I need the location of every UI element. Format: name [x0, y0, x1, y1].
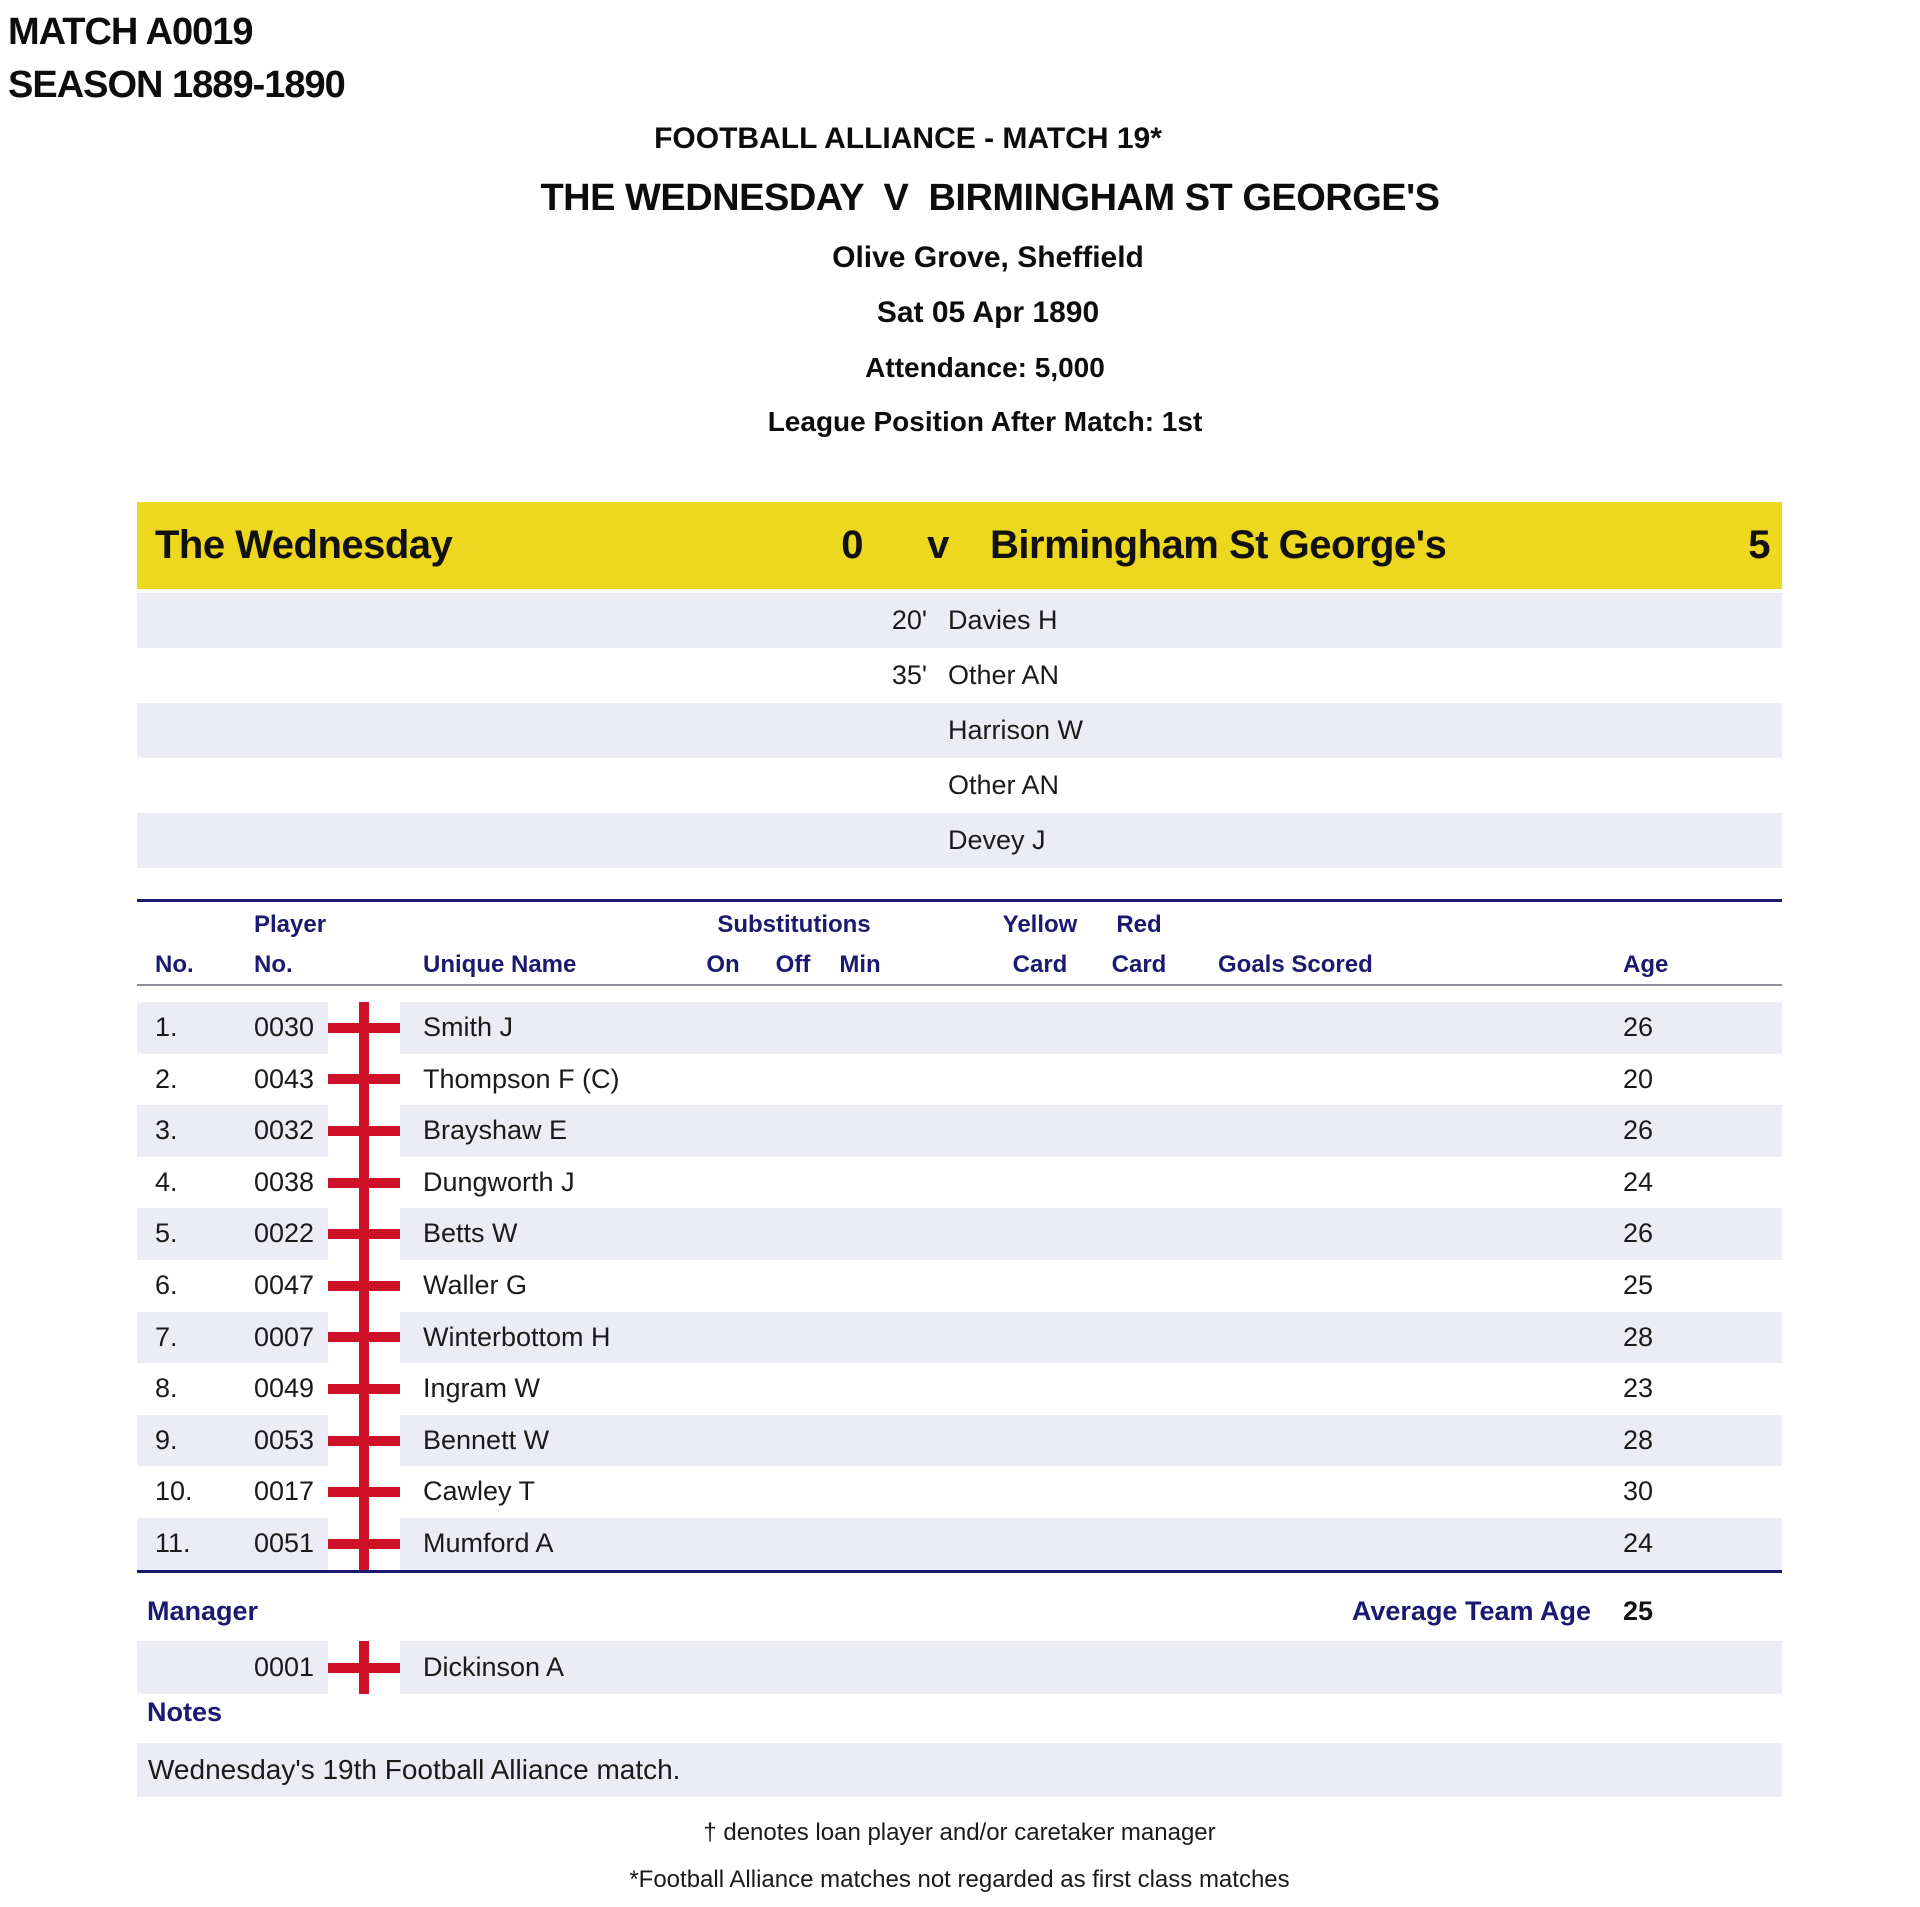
player-number: 0032	[254, 1115, 315, 1146]
player-row-no: 7.	[155, 1321, 178, 1352]
home-team-name: The Wednesday	[155, 523, 453, 567]
manager-row	[137, 1641, 1782, 1694]
player-age: 25	[1623, 1269, 1654, 1300]
player-row-no: 2.	[155, 1063, 178, 1094]
goal-row	[137, 648, 1782, 703]
player-name: Waller G	[423, 1269, 528, 1300]
player-age: 23	[1623, 1373, 1654, 1404]
player-name: Bennett W	[423, 1424, 550, 1455]
player-row	[137, 1208, 1782, 1260]
player-number: 0047	[254, 1269, 315, 1300]
goal-scorer: Other AN	[948, 770, 1060, 800]
goal-row	[137, 813, 1782, 868]
player-number: 0022	[254, 1218, 315, 1249]
col-player-no-top: Player	[254, 911, 327, 938]
col-on: On	[706, 951, 740, 978]
lineup-table-header	[137, 901, 1782, 985]
goal-scorer: Other AN	[948, 660, 1060, 690]
col-yellow-bottom: Card	[1012, 951, 1068, 978]
player-row	[137, 1466, 1782, 1518]
player-name: Mumford A	[423, 1527, 554, 1558]
attendance: Attendance: 5,000	[865, 352, 1105, 383]
player-age: 26	[1623, 1218, 1654, 1249]
player-row-no: 10.	[155, 1476, 193, 1507]
england-flag-icon	[328, 1105, 400, 1157]
player-row	[137, 1312, 1782, 1364]
player-number: 0030	[254, 1012, 315, 1042]
col-substitutions: Substitutions	[717, 911, 871, 938]
venue: Olive Grove, Sheffield	[832, 241, 1144, 274]
player-number: 0017	[254, 1476, 315, 1507]
notes-label: Notes	[147, 1697, 223, 1727]
table-bottom-rule	[137, 1570, 1782, 1573]
col-no: No.	[155, 951, 194, 978]
player-name: Betts W	[423, 1218, 518, 1249]
goal-row	[137, 703, 1782, 758]
player-row	[137, 1415, 1782, 1467]
manager-summary-row	[137, 1594, 1782, 1628]
player-row-no: 5.	[155, 1218, 178, 1249]
col-unique-name: Unique Name	[423, 951, 577, 978]
england-flag-icon	[328, 1157, 400, 1209]
col-off: Off	[775, 951, 811, 978]
fixture-title: THE WEDNESDAY V BIRMINGHAM ST GEORGE'S	[540, 177, 1440, 219]
competition-title: FOOTBALL ALLIANCE - MATCH 19*	[654, 122, 1162, 155]
player-row-no: 4.	[155, 1166, 178, 1197]
away-score: 5	[1748, 523, 1770, 567]
player-name: Cawley T	[423, 1476, 536, 1507]
player-row-no: 6.	[155, 1269, 178, 1300]
player-row-no: 9.	[155, 1424, 178, 1455]
notes-row	[137, 1743, 1782, 1797]
col-yellow-top: Yellow	[1002, 911, 1078, 938]
average-team-age-label: Average Team Age	[1351, 1596, 1591, 1626]
match-id-block	[8, 6, 345, 112]
col-age: Age	[1623, 951, 1669, 978]
england-flag-icon	[328, 1208, 400, 1260]
player-number: 0043	[254, 1063, 315, 1094]
footnote-first-class: *Football Alliance matches not regarded as first class matches	[629, 1866, 1290, 1893]
col-player-no-bottom: No.	[254, 951, 293, 978]
match-date: Sat 05 Apr 1890	[876, 296, 1100, 329]
player-age: 30	[1623, 1476, 1654, 1507]
player-number: 0053	[254, 1424, 315, 1455]
player-number: 0038	[254, 1166, 315, 1197]
player-row	[137, 1054, 1782, 1106]
col-red-bottom: Card	[1111, 951, 1167, 978]
england-flag-icon	[328, 1415, 400, 1467]
home-score: 0	[841, 523, 863, 567]
player-age: 26	[1623, 1012, 1654, 1042]
season-id: SEASON 1889-1890	[8, 64, 345, 106]
player-row-no: 3.	[155, 1115, 178, 1146]
player-age: 24	[1623, 1166, 1654, 1197]
col-goals-scored: Goals Scored	[1218, 951, 1373, 978]
col-min: Min	[839, 951, 881, 978]
player-row-no: 11.	[155, 1527, 191, 1558]
england-flag-icon	[328, 1054, 400, 1106]
england-flag-icon	[328, 1363, 400, 1415]
player-name: Thompson F (C)	[423, 1063, 620, 1094]
player-age: 20	[1623, 1063, 1654, 1094]
player-row-no: 1.	[155, 1012, 178, 1042]
england-flag-icon	[328, 1518, 400, 1570]
goal-row	[137, 758, 1782, 813]
away-team-name: Birmingham St George's	[990, 523, 1447, 567]
england-flag-icon	[328, 1466, 400, 1518]
league-position: League Position After Match: 1st	[767, 406, 1203, 437]
player-name: Dungworth J	[423, 1166, 575, 1197]
goalscorers-list	[137, 593, 1782, 868]
manager-name: Dickinson A	[423, 1652, 565, 1682]
average-team-age-value: 25	[1623, 1596, 1654, 1626]
manager-label: Manager	[147, 1596, 259, 1626]
england-flag-icon	[328, 1312, 400, 1364]
goal-minute: 20'	[891, 605, 927, 635]
footnote-loan: † denotes loan player and/or caretaker manager	[703, 1819, 1216, 1846]
player-name: Smith J	[423, 1012, 514, 1042]
score-banner	[137, 502, 1782, 589]
goal-scorer: Harrison W	[948, 715, 1084, 745]
player-row	[137, 1002, 1782, 1054]
player-row	[137, 1157, 1782, 1209]
col-red-top: Red	[1116, 911, 1162, 938]
player-row-no: 8.	[155, 1373, 178, 1404]
player-name: Ingram W	[423, 1373, 541, 1404]
player-number: 0049	[254, 1373, 315, 1404]
player-age: 28	[1623, 1424, 1654, 1455]
player-age: 26	[1623, 1115, 1654, 1146]
goal-minute: 35'	[891, 660, 927, 690]
match-id: MATCH A0019	[8, 11, 253, 53]
lineup-table-body	[137, 1002, 1782, 1570]
goal-scorer: Devey J	[948, 825, 1046, 855]
player-number: 0051	[254, 1527, 315, 1558]
player-row	[137, 1363, 1782, 1415]
player-name: Brayshaw E	[423, 1115, 568, 1146]
versus-separator: v	[927, 523, 949, 567]
player-row	[137, 1260, 1782, 1312]
player-row	[137, 1105, 1782, 1157]
player-name: Winterbottom H	[423, 1321, 611, 1352]
manager-number: 0001	[254, 1652, 315, 1682]
notes-text: Wednesday's 19th Football Alliance match.	[148, 1754, 681, 1785]
england-flag-icon	[328, 1641, 400, 1694]
goal-row	[137, 593, 1782, 648]
player-number: 0007	[254, 1321, 315, 1352]
player-age: 28	[1623, 1321, 1654, 1352]
goal-scorer: Davies H	[948, 605, 1058, 635]
player-row	[137, 1518, 1782, 1570]
england-flag-icon	[328, 1002, 400, 1054]
player-age: 24	[1623, 1527, 1654, 1558]
england-flag-icon	[328, 1260, 400, 1312]
